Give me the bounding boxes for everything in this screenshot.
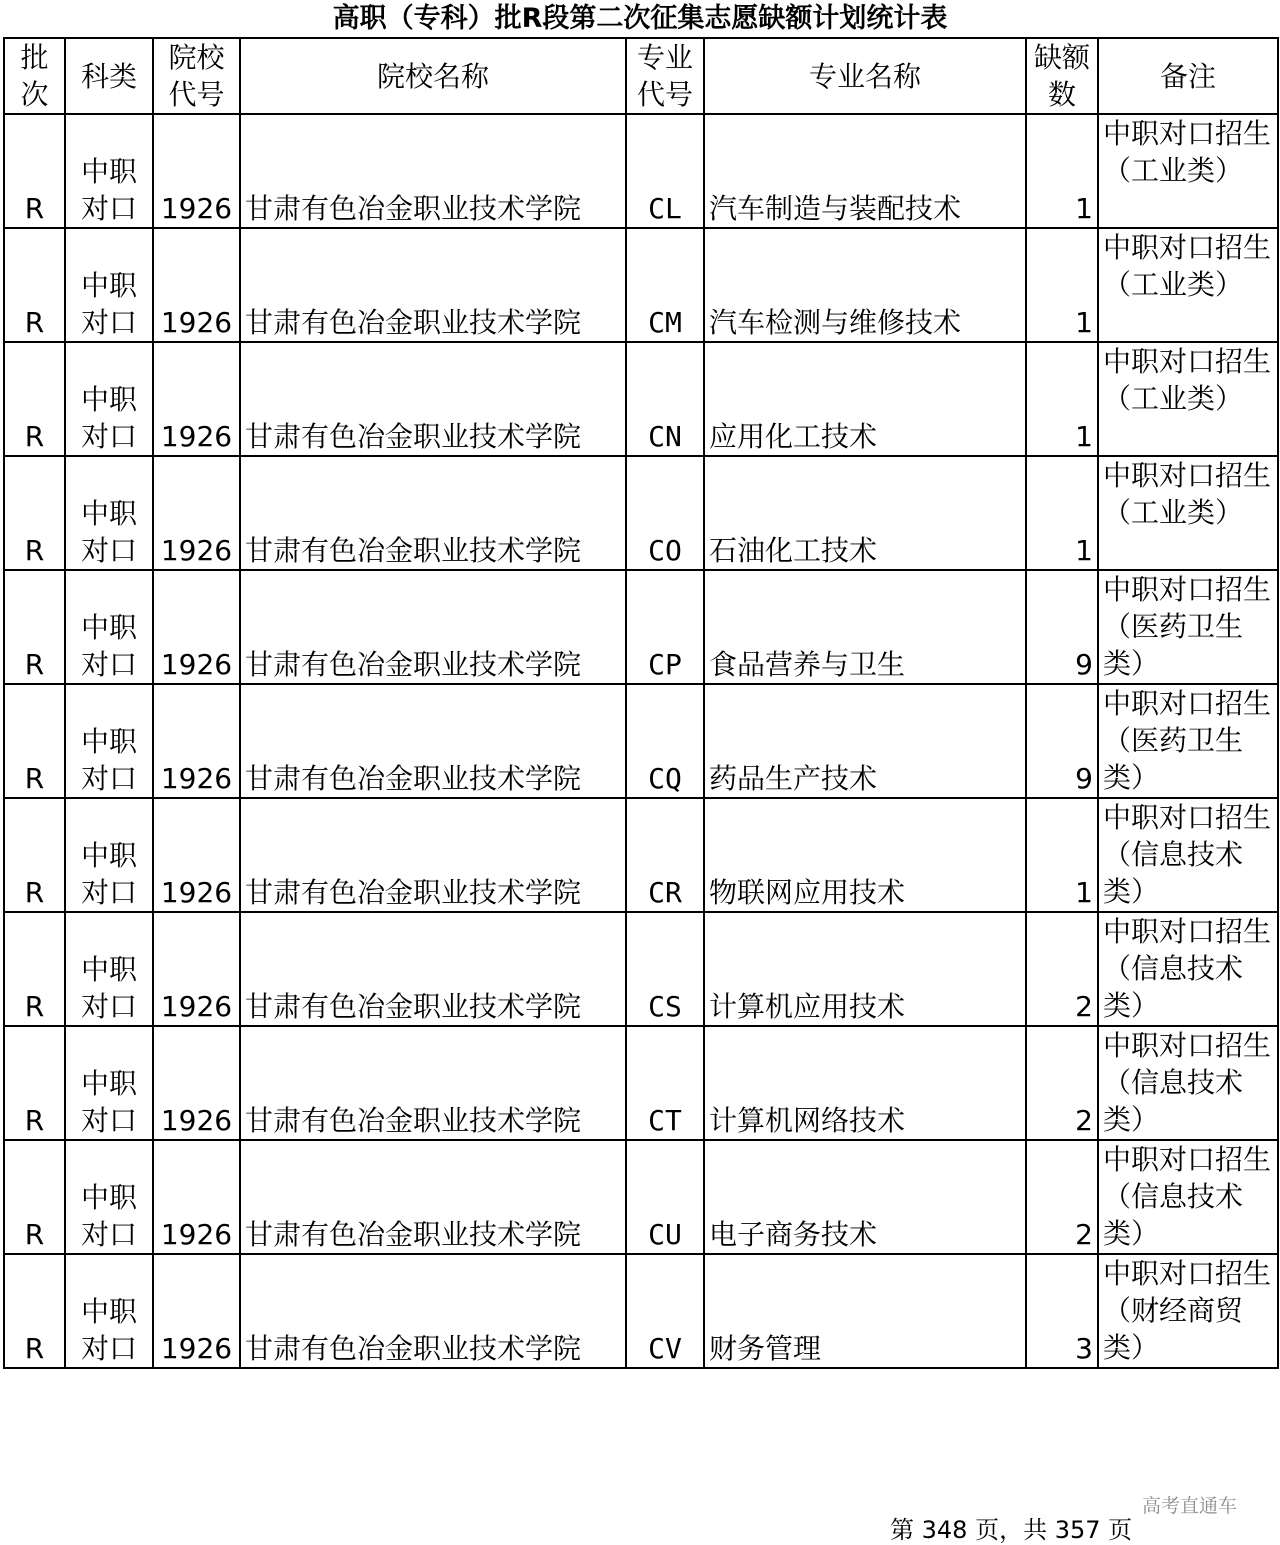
cell-school-name: 甘肃有色冶金职业技术学院: [240, 1140, 626, 1254]
cell-batch: R: [4, 114, 65, 228]
cell-category: 中职对口: [65, 570, 153, 684]
header-row: [4, 38, 1278, 114]
table-row: [4, 456, 1278, 570]
cell-major-name: 汽车制造与装配技术: [704, 114, 1026, 228]
cell-category: 中职对口: [65, 228, 153, 342]
cell-school-name: 甘肃有色冶金职业技术学院: [240, 912, 626, 1026]
table-row: [4, 1140, 1278, 1254]
cell-major-code: CQ: [626, 684, 704, 798]
cell-category: 中职对口: [65, 342, 153, 456]
table-row: [4, 912, 1278, 1026]
header-remark: 备注: [1098, 38, 1278, 114]
table-row: [4, 684, 1278, 798]
cell-remark: 中职对口招生（工业类）: [1098, 456, 1278, 570]
cell-category: 中职对口: [65, 798, 153, 912]
cell-batch: R: [4, 1026, 65, 1140]
table-row: [4, 570, 1278, 684]
cell-remark: 中职对口招生（医药卫生类）: [1098, 684, 1278, 798]
cell-vacancy: 9: [1026, 570, 1098, 684]
cell-batch: R: [4, 798, 65, 912]
cell-major-code: CU: [626, 1140, 704, 1254]
cell-vacancy: 1: [1026, 114, 1098, 228]
page-title: 高职（专科）批R段第二次征集志愿缺额计划统计表: [332, 3, 948, 34]
cell-school-name: 甘肃有色冶金职业技术学院: [240, 684, 626, 798]
cell-major-name: 石油化工技术: [704, 456, 1026, 570]
cell-batch: R: [4, 456, 65, 570]
cell-vacancy: 3: [1026, 1254, 1098, 1368]
cell-school-name: 甘肃有色冶金职业技术学院: [240, 456, 626, 570]
vacancy-table: [3, 37, 1279, 1369]
cell-remark: 中职对口招生（工业类）: [1098, 114, 1278, 228]
cell-vacancy: 2: [1026, 912, 1098, 1026]
cell-major-name: 食品营养与卫生: [704, 570, 1026, 684]
cell-major-code: CT: [626, 1026, 704, 1140]
table-row: [4, 1254, 1278, 1368]
table-row: [4, 1026, 1278, 1140]
header-school-code: 院校代号: [153, 38, 240, 114]
cell-major-name: 财务管理: [704, 1254, 1026, 1368]
cell-school-code: 1926: [153, 1026, 240, 1140]
cell-school-code: 1926: [153, 1254, 240, 1368]
cell-remark: 中职对口招生（信息技术类）: [1098, 1026, 1278, 1140]
cell-vacancy: 1: [1026, 798, 1098, 912]
cell-remark: 中职对口招生（财经商贸类）: [1098, 1254, 1278, 1368]
cell-category: 中职对口: [65, 1026, 153, 1140]
cell-major-code: CN: [626, 342, 704, 456]
cell-remark: 中职对口招生（信息技术类）: [1098, 1140, 1278, 1254]
cell-major-name: 计算机网络技术: [704, 1026, 1026, 1140]
header-school-name: 院校名称: [240, 38, 626, 114]
cell-school-code: 1926: [153, 228, 240, 342]
watermark: 高考直通车: [1142, 1495, 1238, 1517]
header-vacancy: 缺额数: [1026, 38, 1098, 114]
cell-school-code: 1926: [153, 1140, 240, 1254]
page-footer: 第 348 页，共 357 页: [890, 1516, 1133, 1544]
cell-category: 中职对口: [65, 114, 153, 228]
table-row: [4, 798, 1278, 912]
table-body: [4, 114, 1278, 1368]
cell-school-code: 1926: [153, 114, 240, 228]
cell-major-code: CP: [626, 570, 704, 684]
cell-vacancy: 1: [1026, 228, 1098, 342]
cell-school-name: 甘肃有色冶金职业技术学院: [240, 798, 626, 912]
cell-school-code: 1926: [153, 570, 240, 684]
cell-school-code: 1926: [153, 912, 240, 1026]
cell-major-name: 应用化工技术: [704, 342, 1026, 456]
cell-batch: R: [4, 570, 65, 684]
cell-major-code: CR: [626, 798, 704, 912]
cell-school-code: 1926: [153, 684, 240, 798]
cell-remark: 中职对口招生（工业类）: [1098, 342, 1278, 456]
cell-category: 中职对口: [65, 1254, 153, 1368]
table-row: [4, 114, 1278, 228]
cell-batch: R: [4, 684, 65, 798]
cell-major-name: 物联网应用技术: [704, 798, 1026, 912]
table-row: [4, 342, 1278, 456]
cell-category: 中职对口: [65, 1140, 153, 1254]
cell-major-name: 电子商务技术: [704, 1140, 1026, 1254]
cell-batch: R: [4, 912, 65, 1026]
cell-remark: 中职对口招生（医药卫生类）: [1098, 570, 1278, 684]
cell-category: 中职对口: [65, 684, 153, 798]
cell-remark: 中职对口招生（工业类）: [1098, 228, 1278, 342]
cell-school-code: 1926: [153, 342, 240, 456]
cell-major-name: 汽车检测与维修技术: [704, 228, 1026, 342]
header-batch: 批次: [4, 38, 65, 114]
cell-vacancy: 2: [1026, 1140, 1098, 1254]
cell-major-code: CO: [626, 456, 704, 570]
cell-batch: R: [4, 228, 65, 342]
cell-school-name: 甘肃有色冶金职业技术学院: [240, 114, 626, 228]
cell-school-code: 1926: [153, 456, 240, 570]
header-category: 科类: [65, 38, 153, 114]
cell-category: 中职对口: [65, 456, 153, 570]
header-major-code: 专业代号: [626, 38, 704, 114]
cell-major-code: CM: [626, 228, 704, 342]
cell-school-code: 1926: [153, 798, 240, 912]
cell-batch: R: [4, 1140, 65, 1254]
cell-major-name: 计算机应用技术: [704, 912, 1026, 1026]
cell-vacancy: 1: [1026, 456, 1098, 570]
cell-vacancy: 2: [1026, 1026, 1098, 1140]
table-row: [4, 228, 1278, 342]
cell-vacancy: 9: [1026, 684, 1098, 798]
cell-school-name: 甘肃有色冶金职业技术学院: [240, 342, 626, 456]
cell-school-name: 甘肃有色冶金职业技术学院: [240, 570, 626, 684]
cell-major-code: CV: [626, 1254, 704, 1368]
cell-batch: R: [4, 1254, 65, 1368]
cell-remark: 中职对口招生（信息技术类）: [1098, 912, 1278, 1026]
cell-school-name: 甘肃有色冶金职业技术学院: [240, 228, 626, 342]
cell-school-name: 甘肃有色冶金职业技术学院: [240, 1026, 626, 1140]
cell-remark: 中职对口招生（信息技术类）: [1098, 798, 1278, 912]
cell-major-code: CS: [626, 912, 704, 1026]
cell-school-name: 甘肃有色冶金职业技术学院: [240, 1254, 626, 1368]
cell-category: 中职对口: [65, 912, 153, 1026]
cell-major-name: 药品生产技术: [704, 684, 1026, 798]
cell-batch: R: [4, 342, 65, 456]
cell-vacancy: 1: [1026, 342, 1098, 456]
header-major-name: 专业名称: [704, 38, 1026, 114]
cell-major-code: CL: [626, 114, 704, 228]
